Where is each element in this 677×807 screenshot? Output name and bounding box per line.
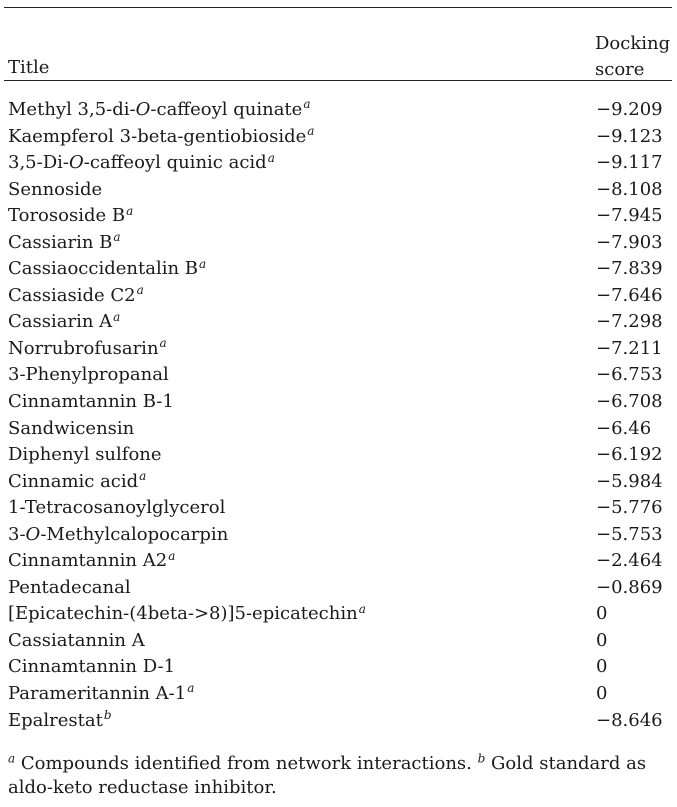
compound-title: 1-Tetracosanoylglycerol <box>8 497 226 519</box>
footnote-marker: a <box>113 309 121 324</box>
header-docking-score-line1: Docking <box>595 33 671 54</box>
footnote-marker: a <box>139 469 147 484</box>
docking-score-value: −0.869 <box>596 576 663 598</box>
table-row <box>4 203 672 230</box>
footnote-mark-a: a <box>8 751 16 766</box>
table-row <box>4 389 672 416</box>
docking-score-table <box>4 0 672 734</box>
docking-score-value: −8.646 <box>596 709 663 731</box>
compound-title: Cinnamic acid$^a$ <box>8 469 147 492</box>
compound-title: Cassiaoccidentalin B$^a$ <box>8 256 207 280</box>
compound-title: Kaempferol 3-beta-gentiobioside$^a$ <box>8 123 315 147</box>
compound-title: Sandwicensin <box>8 417 135 439</box>
docking-score-value: −9.123 <box>596 125 663 147</box>
footnote-marker: a <box>187 681 195 696</box>
compound-title: 3-O-Methylcalopocarpin <box>8 523 229 545</box>
table-row <box>4 336 672 363</box>
footnote-marker: a <box>168 548 176 563</box>
docking-score-value: −6.46 <box>596 417 652 439</box>
docking-score-value: −9.209 <box>596 99 663 120</box>
footnote-marker: a <box>307 123 315 138</box>
table-footnote <box>8 752 674 800</box>
table-row <box>4 654 672 681</box>
docking-score-value: −7.211 <box>596 337 663 359</box>
compound-title: 3-Phenylpropanal <box>8 364 169 386</box>
header-docking-score-line2: score <box>595 59 645 80</box>
table-row <box>4 522 672 549</box>
table-row <box>4 601 672 628</box>
compound-title: Sennoside <box>8 178 103 200</box>
table-row <box>4 628 672 655</box>
docking-score-value: −2.464 <box>596 550 663 572</box>
compound-title: Cassiaside C2$^a$ <box>8 283 144 306</box>
compound-title: Torososide B$^a$ <box>8 203 134 227</box>
footnote-marker: a <box>136 283 144 298</box>
table-row <box>4 708 672 735</box>
table-row <box>4 309 672 336</box>
table-body <box>4 81 672 734</box>
compound-title: [Epicatechin-(4beta->8)]5-epicatechin$^a$ <box>8 601 366 625</box>
docking-score-value: 0 <box>596 629 608 651</box>
docking-score-value: −6.753 <box>596 364 663 386</box>
docking-score-value: −8.108 <box>596 178 663 200</box>
docking-score-value: −7.646 <box>596 284 663 306</box>
compound-title: 3,5-Di-O-caffeoyl quinic acid$^a$ <box>8 150 275 174</box>
footnote-text-a: Compounds identified from network interactions. <box>15 753 478 774</box>
docking-score-value: −5.776 <box>596 497 663 519</box>
table-row <box>4 548 672 575</box>
header-title: Title <box>8 57 50 78</box>
table-row <box>4 230 672 257</box>
compound-title: Epalrestat$^b$ <box>8 707 112 731</box>
header-docking-score <box>595 31 670 83</box>
footnote-marker: a <box>199 256 207 271</box>
docking-score-value: −6.192 <box>596 444 663 466</box>
table-row <box>4 97 672 124</box>
docking-score-value: 0 <box>596 683 608 705</box>
compound-title: Diphenyl sulfone <box>8 444 162 466</box>
footnote-marker: a <box>303 97 311 112</box>
docking-score-value: 0 <box>596 603 608 625</box>
footnote-marker: a <box>126 203 134 218</box>
docking-score-value: 0 <box>596 656 608 678</box>
table-row <box>4 442 672 469</box>
docking-score-value: −9.117 <box>596 152 663 174</box>
docking-score-value: −5.753 <box>596 523 663 545</box>
compound-title: Methyl 3,5-di-O-caffeoyl quinate$^a$ <box>8 97 311 120</box>
footnote-marker: b <box>103 707 112 722</box>
compound-title: Cinnamtannin D-1 <box>8 656 176 678</box>
docking-score-value: −7.903 <box>596 231 663 253</box>
table-row <box>4 495 672 522</box>
table-row <box>4 150 672 177</box>
docking-score-value: −7.945 <box>596 205 663 227</box>
footnote-marker: a <box>159 336 167 351</box>
table-row <box>4 256 672 283</box>
compound-title: Norrubrofusarin$^a$ <box>8 336 167 359</box>
docking-score-value: −6.708 <box>596 391 663 413</box>
footnote-marker: a <box>267 150 275 165</box>
docking-score-value: −7.298 <box>596 311 663 333</box>
compound-title: Cinnamtannin B-1 <box>8 391 174 413</box>
table-row <box>4 283 672 310</box>
compound-title: Pentadecanal <box>8 576 131 598</box>
table-row <box>4 575 672 602</box>
compound-title: Parameritannin A-1$^a$ <box>8 681 195 705</box>
table-row <box>4 124 672 151</box>
docking-score-value: −7.839 <box>596 258 663 280</box>
table-header <box>4 8 672 80</box>
compound-title: Cassiatannin A <box>8 629 145 651</box>
table-row <box>4 362 672 389</box>
footnote-marker: a <box>113 230 121 245</box>
footnote-text-b: Gold standard as aldo-keto reductase inhibitor. <box>8 753 647 798</box>
table-row <box>4 416 672 443</box>
compound-title: Cinnamtannin A2$^a$ <box>8 548 176 572</box>
table-row <box>4 469 672 496</box>
table-row <box>4 681 672 708</box>
table-row <box>4 177 672 204</box>
docking-score-value: −5.984 <box>596 470 663 492</box>
footnote-mark-b: b <box>477 751 486 766</box>
compound-title: Cassiarin B$^a$ <box>8 230 121 253</box>
compound-title: Cassiarin A$^a$ <box>8 309 121 333</box>
footnote-marker: a <box>358 601 366 616</box>
